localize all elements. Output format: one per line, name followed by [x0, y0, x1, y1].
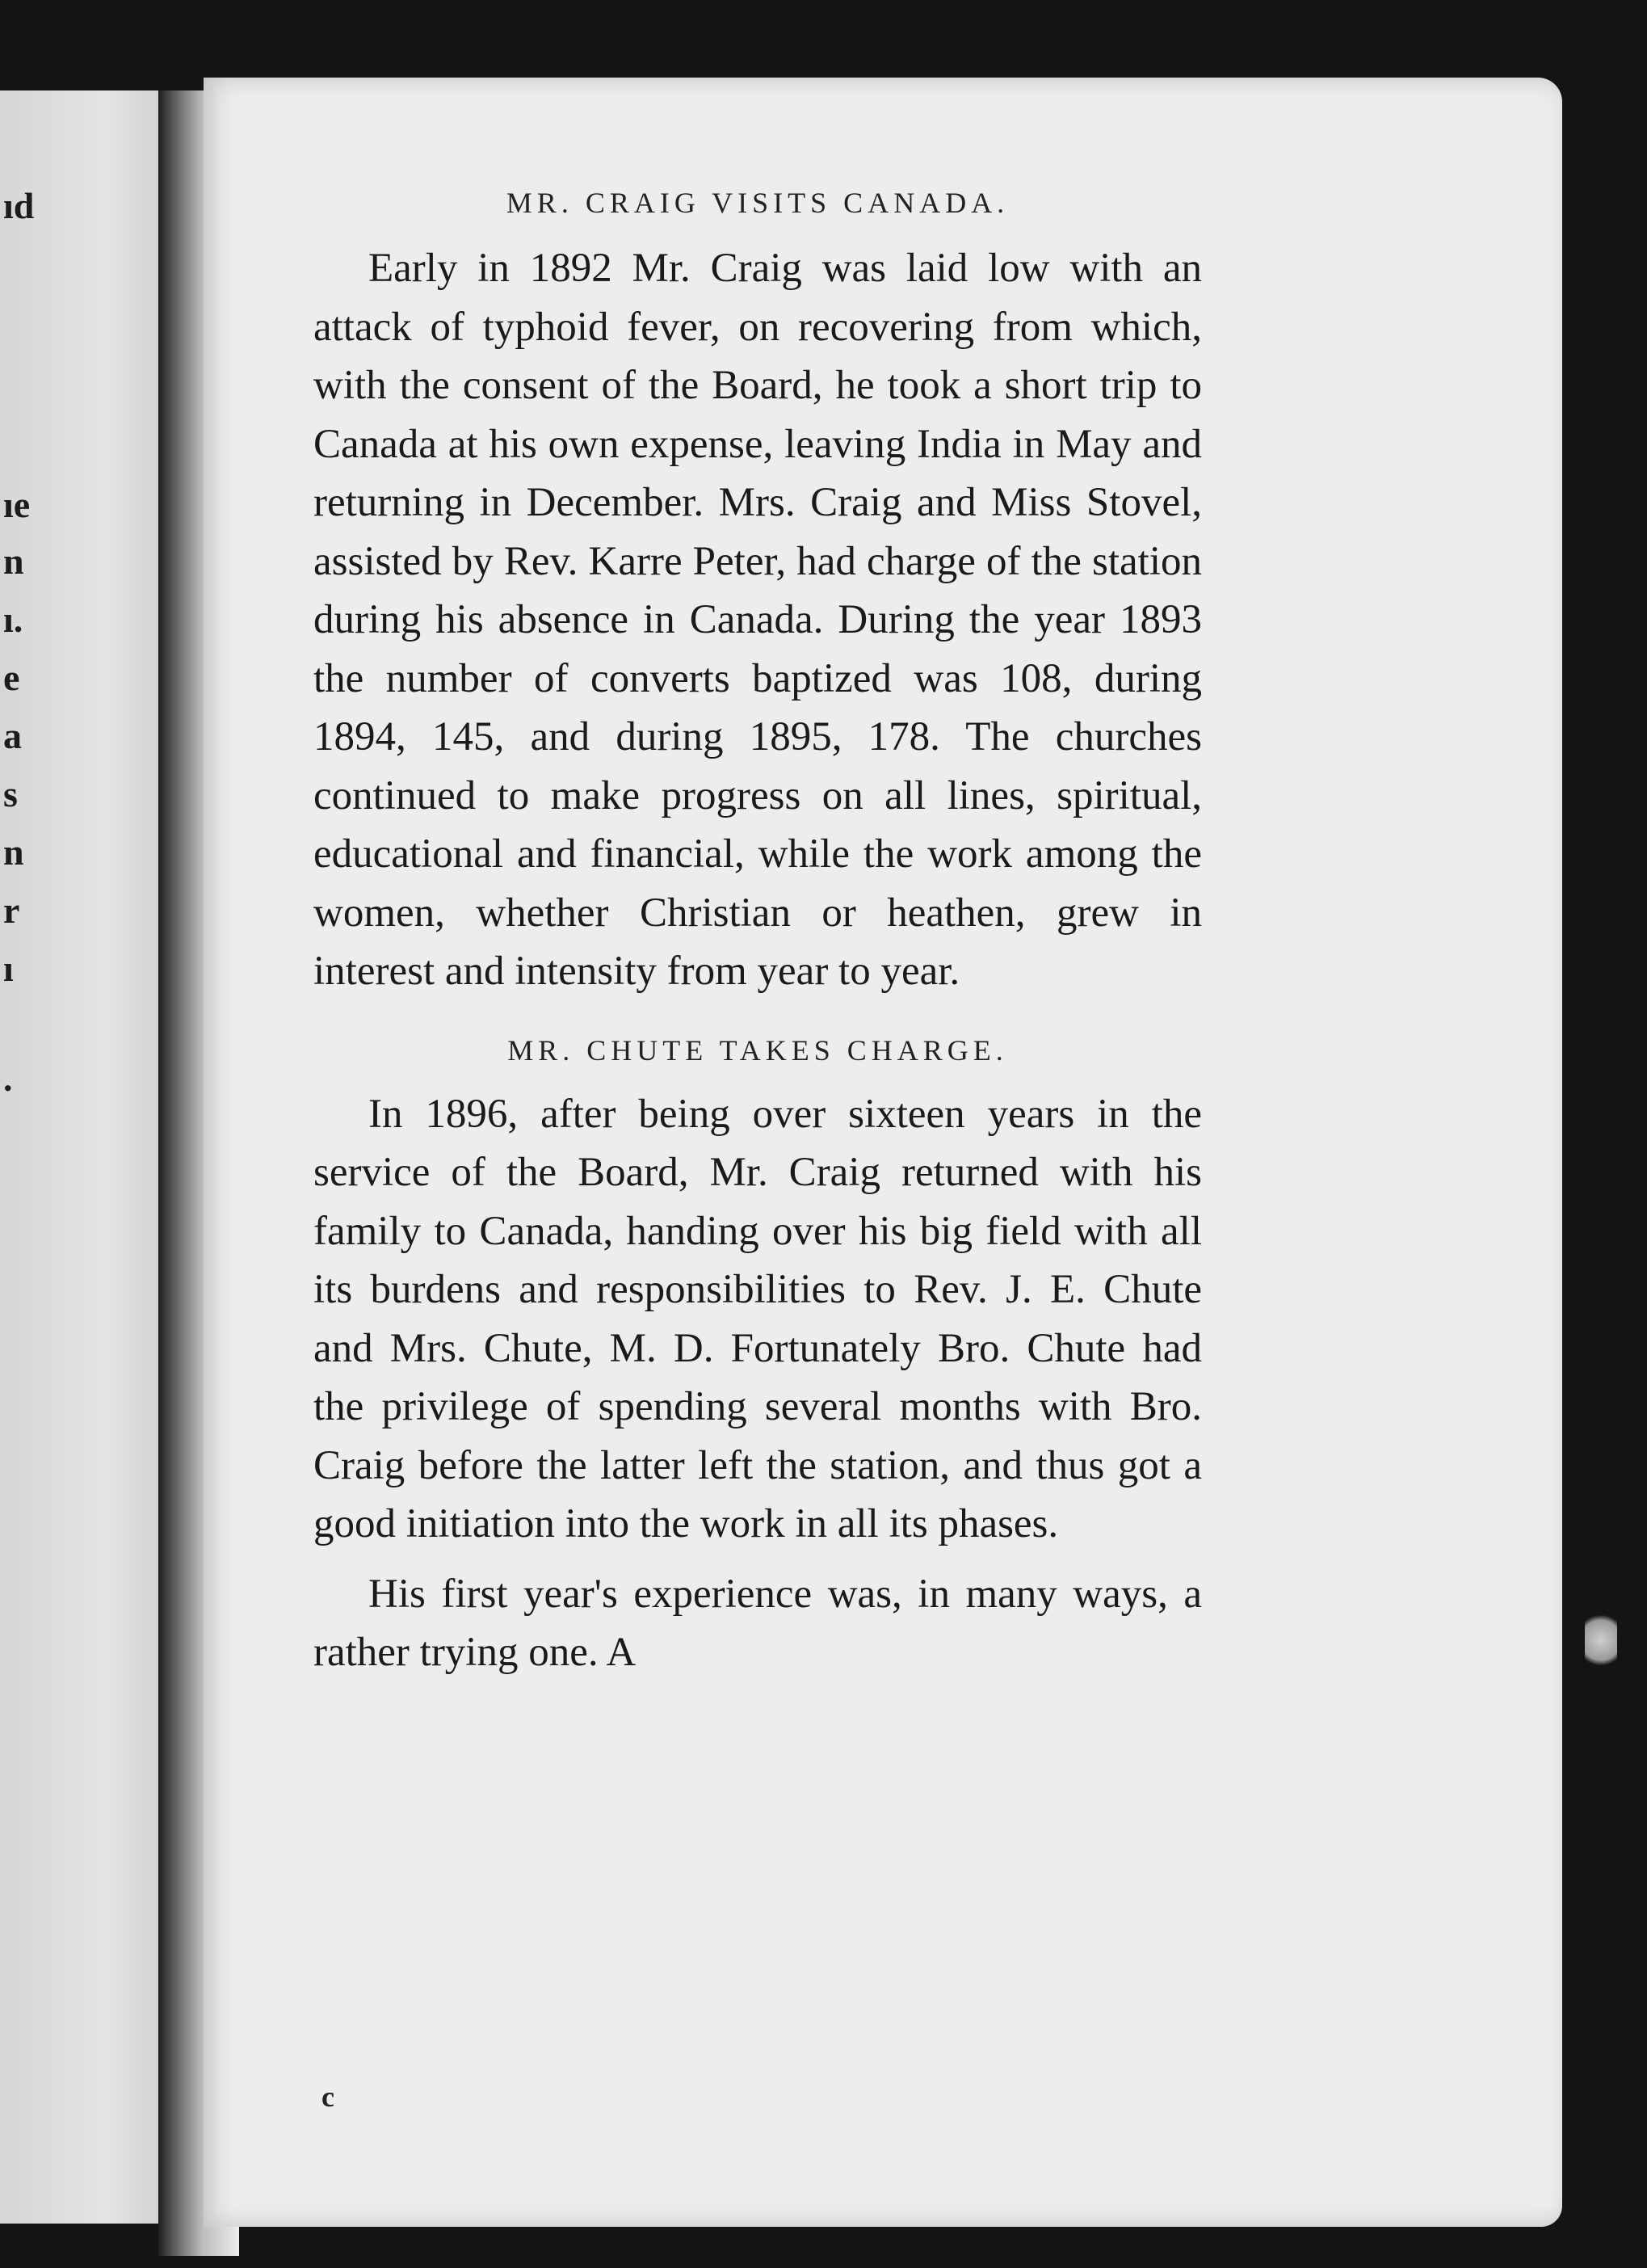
left-page-text-fragment: r — [3, 890, 20, 931]
section-heading: MR. CHUTE TAKES CHARGE. — [507, 1033, 1008, 1067]
left-page-text-fragment: n — [3, 831, 24, 873]
section-heading: MR. CRAIG VISITS CANADA. — [506, 187, 1010, 219]
left-page-text-fragment: e — [3, 657, 20, 698]
left-page-text-fragment: s — [3, 773, 18, 814]
left-page-fragment — [0, 90, 176, 2224]
left-page-text-fragment: ıd — [3, 185, 35, 226]
left-page-text-fragment: ı — [3, 948, 14, 989]
body-paragraph: In 1896, after being over sixteen years in the service of the Board, Mr. Craig returned with his family to Canada, handing over his big field with all its burdens and responsibilities to Rev. J. E. Chute and Mrs. Chute, M. D. Fortunately Bro. Chute had the privilege of spending several months with Bro. Craig before the latter left the station, and thus got a good initiation into the work in all its phases. — [313, 1091, 1202, 1546]
body-paragraph: Early in 1892 Mr. Craig was laid low with an attack of typhoid fever, on recovering from which, with the consent of the Board, he took a short trip to Canada at his own expense, leaving India in May and returning in December. Mrs. Craig and Miss Stovel, assisted by Rev. Karre Peter, had charge of the station during his absence in Canada. During the year 1893 the number of converts baptized was 108, during 1894, 145, and during 1895, 178. The churches continued to make progress on all lines, spiritual, educational and financial, while the work among the women, whether Christian or heathen, grew in interest and intensity from year to year. — [313, 246, 1202, 994]
signature-mark: c — [321, 2081, 334, 2113]
left-page-text-fragment: a — [3, 715, 22, 756]
page-edge-mark — [1585, 1608, 1617, 1673]
left-page-text-fragment: . — [3, 1058, 13, 1099]
left-page-text-fragment: ıe — [3, 484, 31, 525]
body-paragraph: His first year's experience was, in many ways, a rather trying one. A — [313, 1571, 1202, 1675]
left-page-text-fragment: ı. — [3, 599, 23, 640]
page-text-block — [313, 186, 1202, 1682]
left-page-text-fragment: n — [3, 541, 24, 582]
